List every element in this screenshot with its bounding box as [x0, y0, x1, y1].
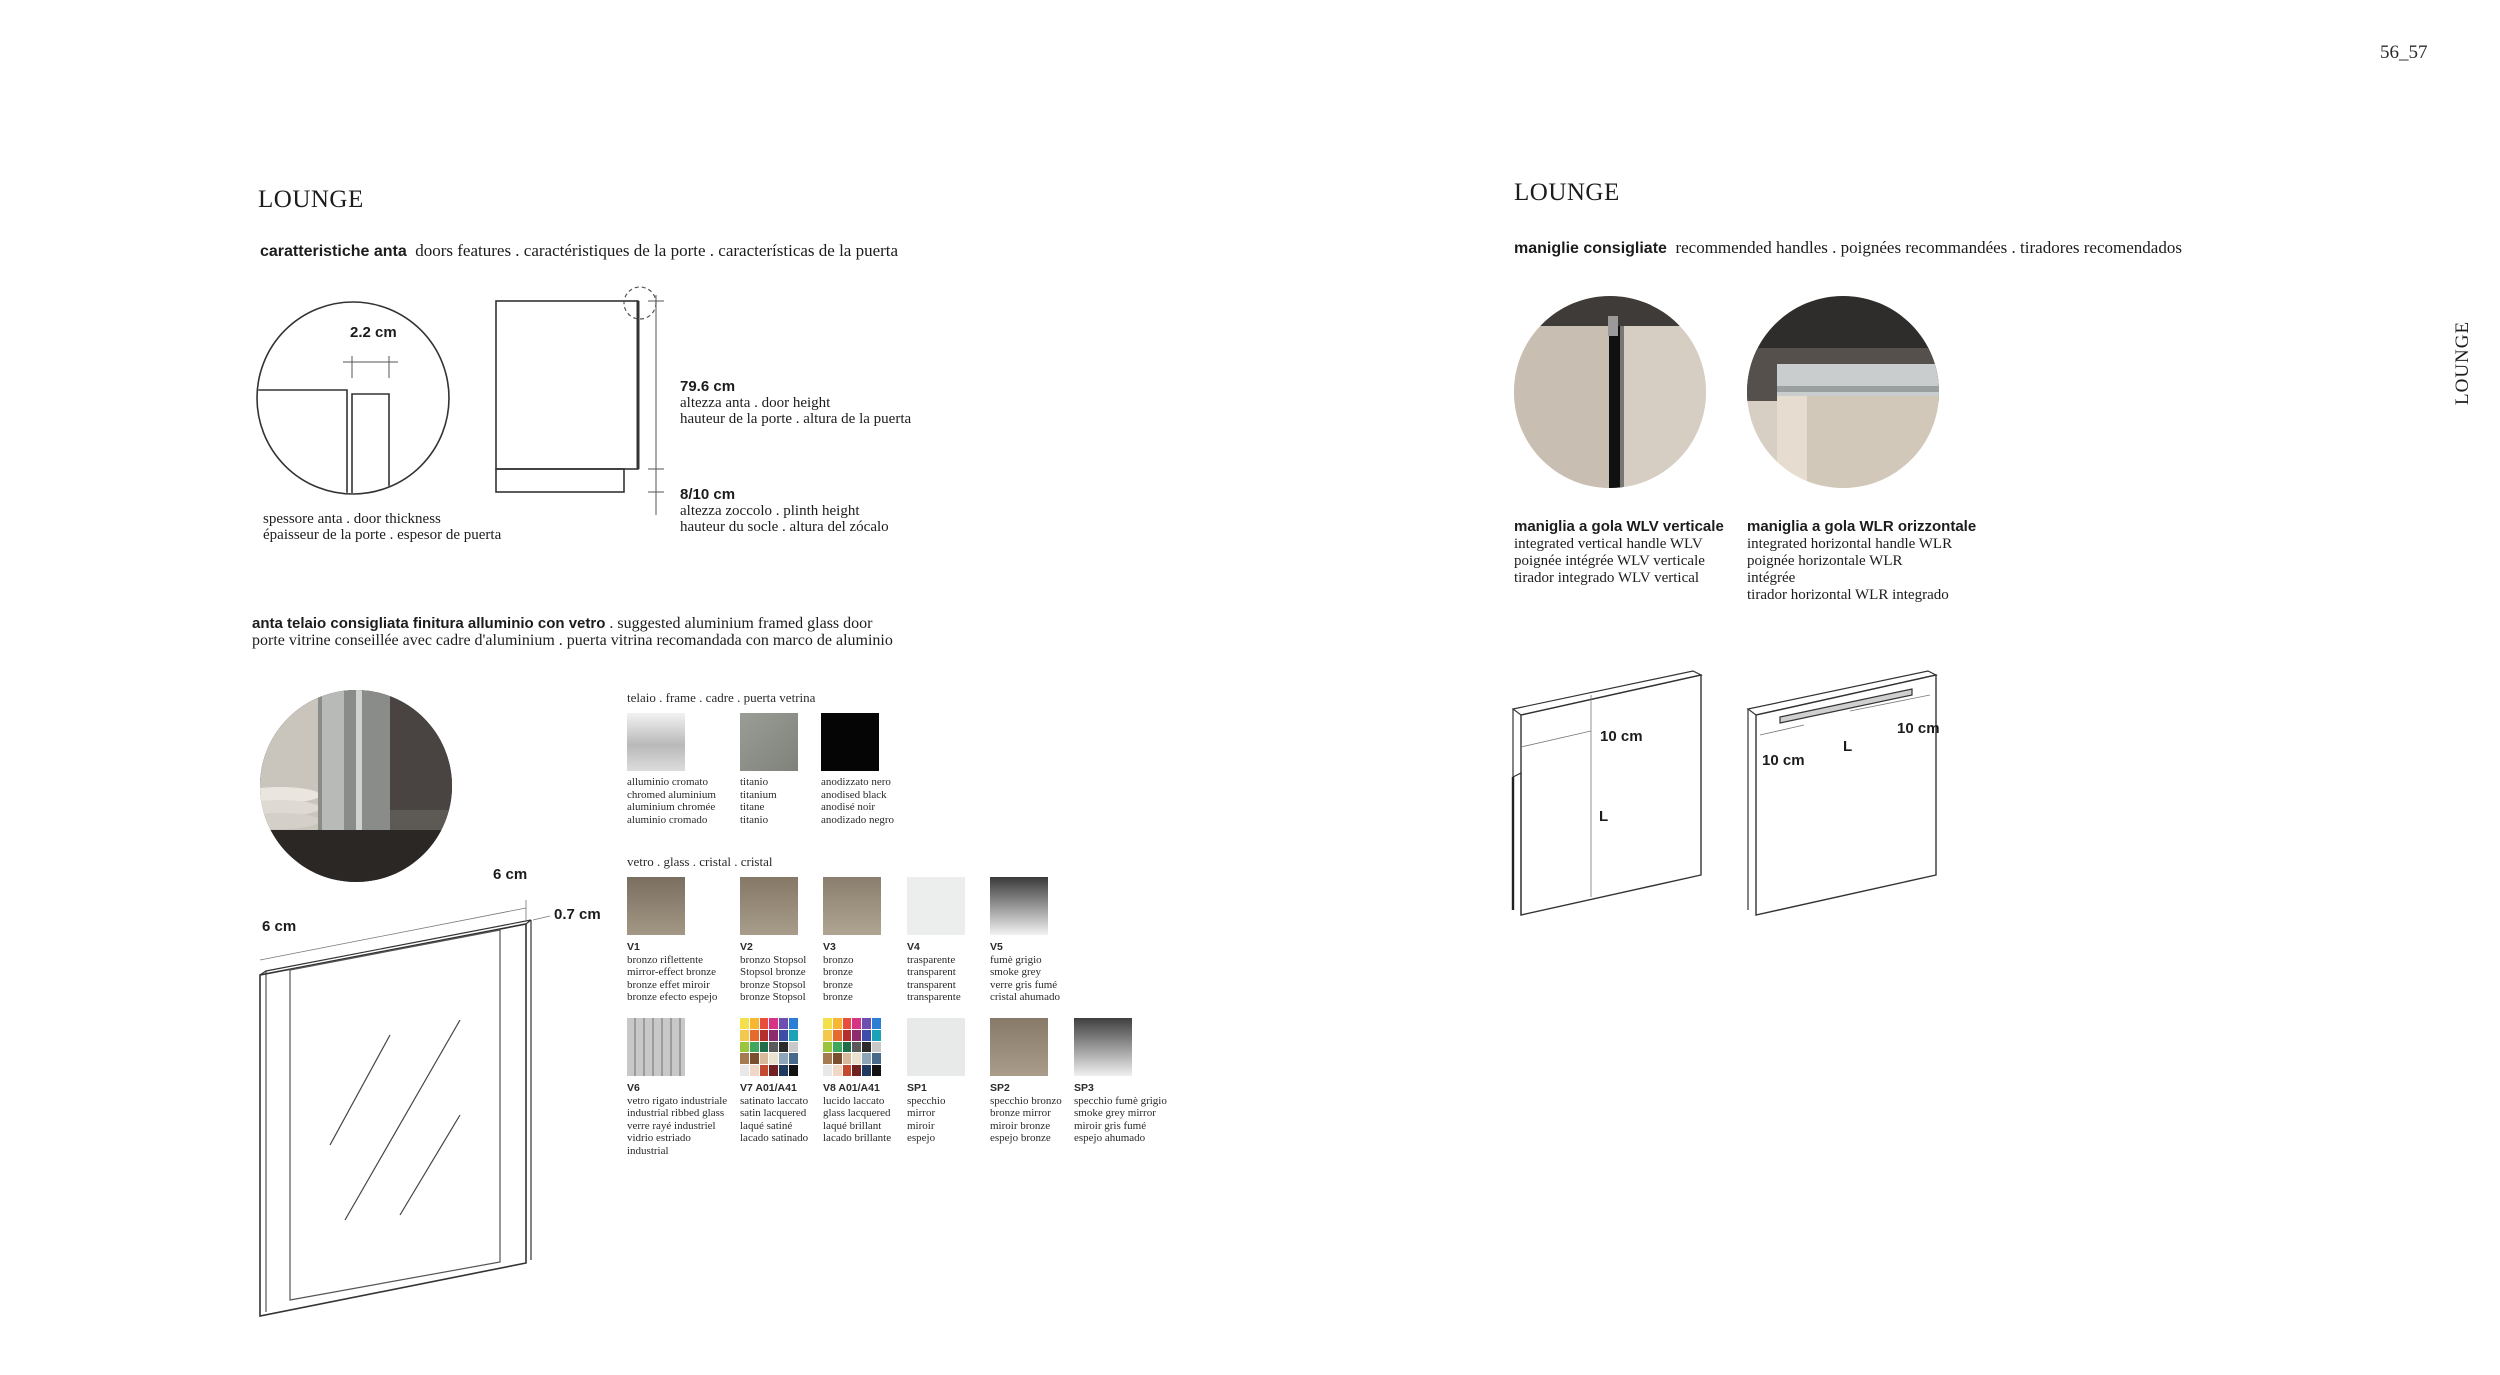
glass-door-frame-diagram [250, 880, 580, 1340]
vertical-handle-diagram [1505, 665, 1710, 930]
horizontal-handle-caption: maniglia a gola WLR orizzontale integrated horizontal handle WLR poignée horizontale WLR intégrée tirador horizontal WLR integrado [1747, 518, 1977, 603]
glass-door-heading-rest: . suggested aluminium framed glass door [609, 615, 873, 632]
door-height-value: 79.6 cm [680, 378, 736, 395]
glass-swatch-v6 [627, 1018, 727, 1157]
door-features-heading-bold: caratteristiche anta [260, 243, 407, 260]
glass-swatch-sp1-color [907, 1018, 965, 1076]
plinth-height-value: 8/10 cm [680, 486, 736, 503]
door-features-heading [260, 241, 898, 261]
glass-caption-sp1: SP1 specchio mirror miroir espejo [907, 1082, 946, 1144]
right-page-title: LOUNGE [1514, 179, 1620, 206]
glass-swatch-sp2-color [990, 1018, 1048, 1076]
horizontal-handle-dim-right: 10 cm [1897, 720, 1940, 737]
glass-caption-v1: V1 bronzo riflettente mirror-effect bronze bronze effet miroir bronze efecto espejo [627, 941, 718, 1003]
glass-swatch-v3 [823, 877, 881, 1004]
glass-swatch-v6-color [627, 1018, 685, 1076]
glass-swatch-sp3-color [1074, 1018, 1132, 1076]
glass-swatch-v1-color [627, 877, 685, 935]
door-height-label-1: altezza anta . door height [680, 395, 831, 411]
vertical-handle-dim-length: L [1599, 808, 1609, 825]
glass-title: vetro . glass . cristal . cristal [627, 854, 773, 869]
vertical-handle-caption: maniglia a gola WLV verticale integrated vertical handle WLV poignée intégrée WLV verticale tirador integrado WLV vertical [1514, 518, 1724, 586]
frame-swatch-black-color [821, 713, 879, 771]
door-elevation-diagram [490, 285, 680, 515]
frame-swatch-chromed-color [627, 713, 685, 771]
glass-door-dim-left: 6 cm [262, 918, 297, 935]
handles-heading-rest: recommended handles . poignées recommandées . tiradores recomendados [1675, 238, 2182, 257]
thickness-value: 2.2 cm [350, 324, 397, 341]
glass-swatch-v2 [740, 877, 806, 1004]
handles-heading-bold: maniglie consigliate [1514, 240, 1667, 257]
glass-caption-sp2: SP2 specchio bronzo bronze mirror miroir bronze espejo bronze [990, 1082, 1062, 1144]
thickness-label-2: épaisseur de la porte . espesor de puerta [263, 527, 502, 543]
frame-swatch-chromed [627, 713, 716, 826]
glass-door-heading [252, 615, 872, 632]
thickness-label-1: spessore anta . door thickness [263, 511, 441, 527]
frame-swatch-titanium-color [740, 713, 798, 771]
horizontal-handle-photo [1747, 296, 1939, 488]
glass-door-dim-top: 6 cm [493, 866, 528, 883]
glass-door-detail-photo [260, 690, 452, 882]
door-height-label-2: hauteur de la porte . altura de la puerta [680, 411, 912, 427]
glass-door-dim-depth: 0.7 cm [554, 906, 601, 923]
plinth-height-label-2: hauteur du socle . altura del zócalo [680, 519, 889, 535]
door-features-heading-rest: doors features . caractéristiques de la porte . características de la puerta [415, 241, 899, 260]
horizontal-handle-dim-length: L [1843, 738, 1853, 755]
glass-swatch-v8-palette [823, 1018, 881, 1076]
glass-swatch-v1 [627, 877, 717, 1004]
glass-swatch-v5-color [990, 877, 1048, 935]
horizontal-handle-dim-left: 10 cm [1762, 752, 1805, 769]
left-page-title: LOUNGE [258, 186, 364, 213]
glass-caption-sp3: SP3 specchio fumè grigio smoke grey mirror miroir gris fumé espejo ahumado [1074, 1082, 1167, 1144]
glass-door-heading-bold: anta telaio consigliata finitura alluminio con vetro [252, 615, 606, 632]
horizontal-handle-diagram [1740, 665, 1945, 930]
side-tab-label: LOUNGE [2452, 320, 2473, 405]
glass-caption-v5: V5 fumè grigio smoke grey verre gris fumé cristal ahumado [990, 941, 1060, 1003]
glass-caption-v6: V6 vetro rigato industriale industrial ribbed glass verre rayé industriel vidrio estriado industrial [627, 1082, 728, 1157]
glass-swatch-sp2 [990, 1018, 1062, 1145]
glass-swatch-v4-color [907, 877, 965, 935]
frame-caption-chromed: alluminio cromato chromed aluminium aluminium chromée aluminio cromado [627, 776, 716, 826]
handles-heading [1514, 238, 2182, 258]
glass-swatch-v4 [907, 877, 965, 1004]
glass-swatch-v7 [740, 1018, 808, 1145]
frame-swatch-black [821, 713, 894, 826]
vertical-handle-dim-width: 10 cm [1600, 728, 1643, 745]
frame-caption-black: anodizzato nero anodised black anodisé noir anodizado negro [821, 776, 894, 826]
frame-caption-titanium: titanio titanium titane titanio [740, 776, 777, 826]
glass-swatch-v3-color [823, 877, 881, 935]
glass-swatch-v2-color [740, 877, 798, 935]
frame-swatch-titanium [740, 713, 798, 826]
glass-caption-v7: V7 A01/A41 satinato laccato satin lacquered laqué satiné lacado satinado [740, 1082, 809, 1144]
glass-caption-v8: V8 A01/A41 lucido laccato glass lacquered laqué brillant lacado brillante [823, 1082, 892, 1144]
glass-swatch-v8 [823, 1018, 891, 1145]
glass-caption-v4: V4 trasparente transparent transparent transparente [907, 941, 961, 1003]
frames-title: telaio . frame . cadre . puerta vetrina [627, 690, 816, 705]
glass-caption-v2: V2 bronzo Stopsol Stopsol bronze bronze Stopsol bronze Stopsol [740, 941, 807, 1003]
glass-swatch-sp1 [907, 1018, 965, 1145]
glass-door-heading-line2: porte vitrine conseillée avec cadre d'aluminium . puerta vitrina recomandada con marco de aluminio [252, 632, 893, 649]
glass-swatch-sp3 [1074, 1018, 1167, 1145]
vertical-handle-photo [1514, 296, 1706, 488]
page-number: 56_57 [2380, 42, 2428, 63]
glass-swatch-v5 [990, 877, 1060, 1004]
glass-swatch-v7-palette [740, 1018, 798, 1076]
glass-caption-v3: V3 bronzo bronze bronze bronze [823, 941, 854, 1003]
plinth-height-label-1: altezza zoccolo . plinth height [680, 503, 860, 519]
